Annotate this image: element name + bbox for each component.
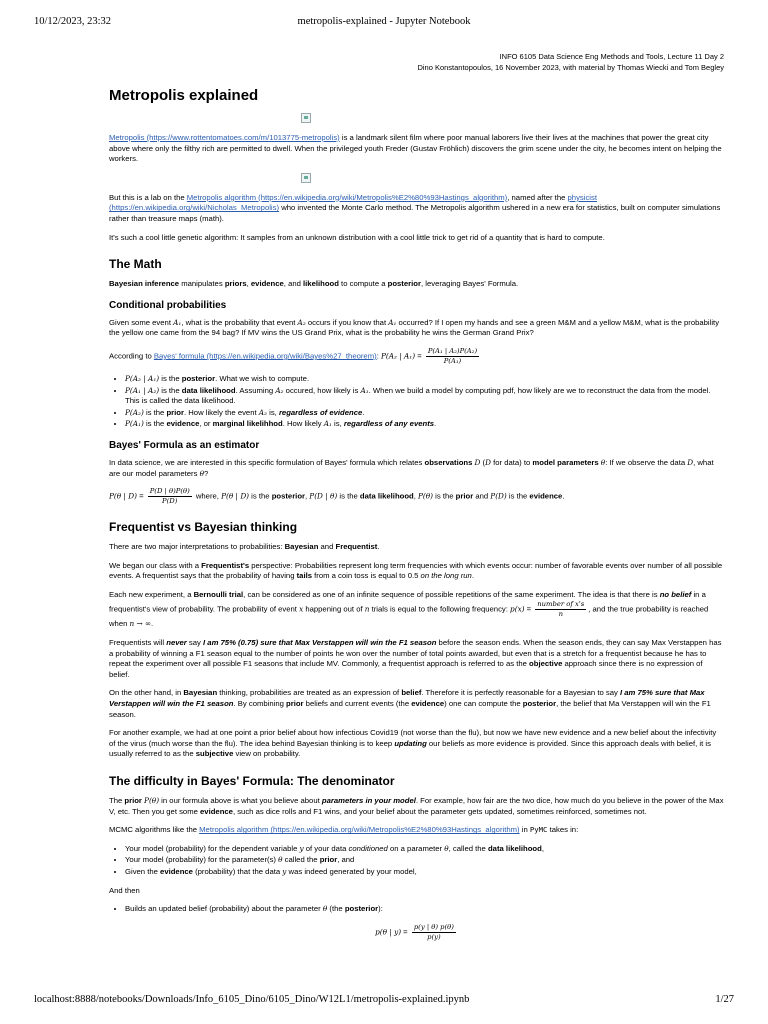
covid-paragraph: For another example, we had at one point a prior belief about how infectious Covid19 (not worse than the flu), but now we have new evidence and a new belief about the infectivity of the virus (much worse than the flu). The idea behind Bayesian thinking is to keep updating our beliefs as more evidence is provided. Since this approach deals with belief, it is usually referred to as the subjective view on probability. [109,728,717,759]
heading-denominator: The difficulty in Bayes' Formula: The denominator [109,774,395,788]
estimator-formula: P(θ | D) = $\frac{P(D | \theta)P(\theta)}{P(D)}$ where, P(θ | D) is the posterior, P(D | θ) is the data likelihood, P(θ) is the prior and P(D) is the evidence. [109,487,565,506]
metropolis-film-link[interactable]: Metropolis (https://www.rottentomatoes.com/m/1013775-metropolis) [109,133,340,142]
posterior-fraction: $\frac{p(y | \theta) p(\theta)}{p(y)}$ [413,922,454,941]
print-footer [34,994,734,1008]
estimator-paragraph: In data science, we are interested in this specific formulation of Bayes' formula which relates observations D (D for data) to model parameters θ: If we observe the data D, what are our model parameters θ? [109,457,714,478]
page-title: Metropolis explained [109,87,259,104]
pymc-code: PyMC [529,825,548,835]
conditional-paragraph: Given some event A₁, what is the probability that event A₂ occurs if you know that A₁ occurred? If I open my hands and see a green M&M and a yellow M&M, what is the probability the yellow one came from the 94 bag? If MV wins the US Grand Prix, what is the probability he wins the German Grand Prix? [109,317,720,338]
physicist-link[interactable]: physicist (https://en.wikipedia.org/wiki/Nicholas_Metropolis) [109,192,597,213]
intro-paragraph: Metropolis (https://www.rottentomatoes.com/m/1013775-metropolis) is a landmark silent film where poor manual laborers live their lives at the machines that power the great city above where only the filthy rich are permitted to dwell. When the privileged youth Freder (Gustav Fröhlich) discovers the grim scene under the city, he becomes intent on helping the workers. [109,133,722,164]
list-item: • Your model (probability) for the parameter(s) θ called the prior, and [125,855,724,866]
bayes-fraction: $\frac{\text{P(A₁ | A₂)P(A₂)}}{\text{P(A₁)}}$ [427,346,478,365]
and-then-text: And then [109,885,140,895]
print-page-title: metropolis-explained - Jupyter Notebook [297,16,471,27]
bayes-formula-paragraph: According to Bayes' formula (https://en.wikipedia.org/wiki/Bayes%27_theorem): P(A₂ | A₁) = $\frac{\text{P(A₁ | A₂)P(A₂)}}{\text{P(A₁)}}$ [109,346,478,365]
heading-bayes-estimator: Bayes' Formula as an estimator [109,439,260,451]
broken-image-2 [109,173,724,185]
list-item: • Given the evidence (probability) that the data y was indeed generated by your model, [125,867,724,878]
notebook-url: localhost:8888/notebooks/Downloads/Info_6105_Dino/6105_Dino/W12L1/metropolis-explained.ipynb [34,994,470,1005]
estimator-fraction: $\frac{P(D | \theta)P(\theta)}{P(D)}$ [149,487,190,506]
print-header [34,16,734,30]
lab-paragraph: But this is a lab on the Metropolis algorithm (https://en.wikipedia.org/wiki/Metropolis%E2%80%93Hastings_algorithm), named after the physicist (https://en.wikipedia.org/wiki/Nicholas_Metropolis) who invented the Monte Carlo method. The Metropolis algorithm ushered in a new era for statistics, built on computer simulations rather than treasure maps (math). [109,192,721,223]
mcmc-inputs-list [109,844,724,878]
posterior-equation: p(θ | y) = $\frac{p(y | \theta) p(\theta)}{p(y)}$ [375,922,454,941]
bayesian-paragraph: On the other hand, in Bayesian thinking, probabilities are treated as an expression of belief. Therefore it is perfectly reasonable for a Bayesian to say I am 75% sure that Max Verstappen will win the F1 season. By combining prior beliefs and current events (the evidence) one can compute the posterior, the belief that Ma Verstappen will win the F1 season. [109,688,711,719]
list-item: • Your model (probability) for the dependent variable y of your data conditioned on a parameter θ, called the data likelihood, [125,844,724,855]
interpretations-paragraph: There are two major interpretations to probabilities: Bayesian and Frequentist. [109,542,380,552]
heading-frequentist-vs-bayesian: Frequentist vs Bayesian thinking [109,520,298,535]
metropolis-algorithm-link[interactable]: Metropolis algorithm (https://en.wikipedia.org/wiki/Metropolis%E2%80%93Hastings_algorithm) [186,192,508,202]
math-paragraph: Bayesian inference manipulates priors, evidence, and likelihood to compute a posterior, leveraging Bayes' Formula. [109,279,519,289]
mcmc-output-list [109,904,724,915]
broken-image-1 [109,113,724,125]
broken-image-icon [301,173,311,183]
list-item: • Builds an updated belief (probability) about the parameter θ (the posterior): [125,904,724,915]
bernoulli-paragraph: Each new experiment, a Bernoulli trial, can be considered as one of an infinite sequence of possible repetitions of the same experiment. The idea is that there is no belief in a frequentist's view of probability. The probability of event x happening out of n trials is equal to the following frequency: p(x) = $\frac{\text{number of x's}}{n}$ , and the true probability is reached when n → ∞. [109,589,709,629]
bayes-theorem-link[interactable]: Bayes' formula (https://en.wikipedia.org/wiki/Bayes%27_theorem) [153,351,377,361]
prior-paragraph: The prior P(θ) in our formula above is what you believe about parameters in your model. For example, how fair are the two dice, how much do you believe in the power of the Max V, etc. Then you get some evidence, such as dice rolls and F1 wins, and your belief about the parameter gets updated, sometimes reinforced, sometimes not. [109,796,724,816]
credits [109,52,724,73]
list-item: • P(A₁) is the evidence, or marginal likelihhod. How likely A₁ is, regardless of any events. [125,419,724,430]
frequentist-paragraph: We began our class with a Frequentist's perspective: Probabilities represent long term frequencies with which events occur: number of favorable events over number of all possible events. A frequentist says that the probability of having tails from a coin toss is equal to 0.5 on the long run. [109,560,723,581]
genetic-paragraph: It's such a cool little genetic algorithm: It samples from an unknown distribution with a cool little trick to get rid of a quantity that is hard to compute. [109,232,605,242]
frequency-fraction: $\frac{\text{number of x's}}{n}$ [537,600,585,619]
list-item: • P(A₂ | A₁) is the posterior. What we wish to compute. [125,374,724,385]
credits-line-1: INFO 6105 Data Science Eng Methods and Tools, Lecture 11 Day 2 [499,52,724,61]
mcmc-paragraph: MCMC algorithms like the Metropolis algorithm (https://en.wikipedia.org/wiki/Metropolis%E2%80%93Hastings_algorithm) in PyMC takes in: [109,825,579,835]
list-item: • P(A₂) is the prior. How likely the event A₂ is, regardless of evidence. [125,408,724,419]
verstappen-frequentist-paragraph: Frequentists will never say I am 75% (0.75) sure that Max Verstappen will win the F1 season before the season ends. When the season ends, they can say Max Verstappen has a probability of winning a F1 season equal to the number of points he won over the number of total points awarded, but even that is a stretch for a frequentist because he has to repeat the experiment over all possible F1 seasons that include MV. Commonly, a frequentist approach is referred to as the objective approach since there is no expression of belief. [109,638,722,679]
print-datetime: 10/12/2023, 23:32 [34,16,112,27]
metropolis-algorithm-link-2[interactable]: Metropolis algorithm (https://en.wikipedia.org/wiki/Metropolis%E2%80%93Hastings_algorithm) [199,825,520,835]
credits-line-2: Dino Konstantopoulos, 16 November 2023, with material by Thomas Wiecki and Tom Begley [417,62,724,72]
page-number: 1/27 [715,994,734,1005]
notebook-content [109,52,724,942]
heading-conditional-probabilities: Conditional probabilities [109,299,227,311]
bayes-terms-list [109,374,724,430]
list-item: • P(A₁ | A₂) is the data likelihood. Assuming A₂ occured, how likely is A₁. When we build a model by computing pdf, how likely are we to reconstruct the data from the model. This is called the data likelihood. [125,386,724,407]
heading-the-math: The Math [109,257,162,272]
broken-image-icon [301,113,311,123]
